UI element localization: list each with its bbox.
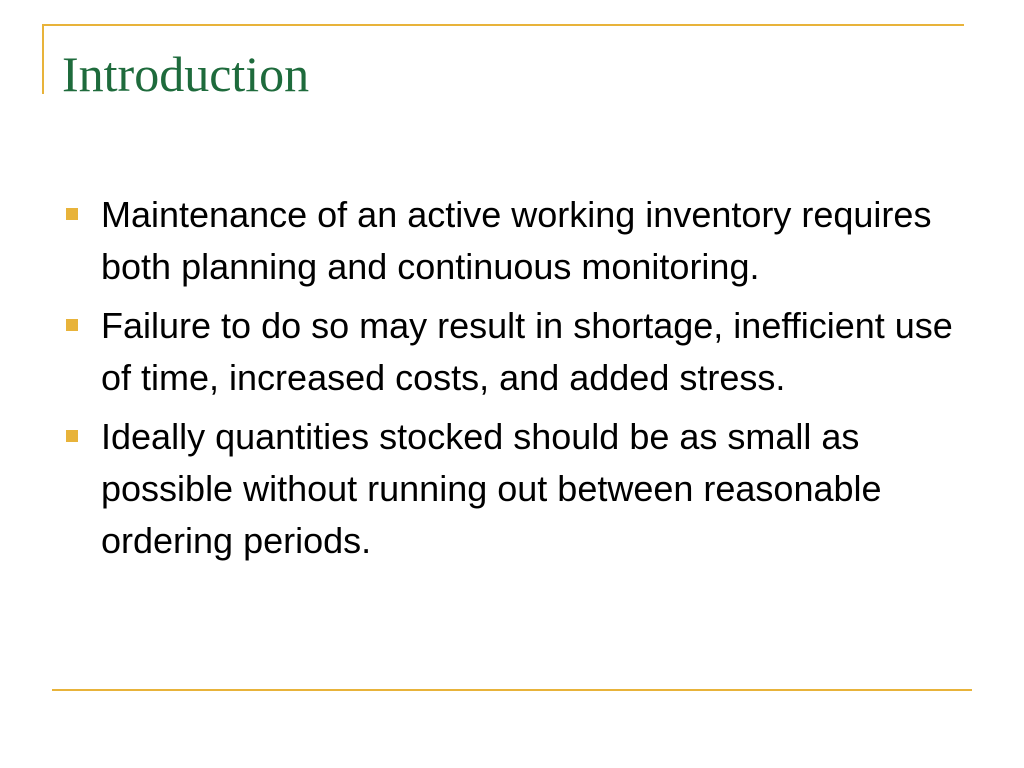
bullet-text: Ideally quantities stocked should be as small as possible without running out between reasonable ordering periods. [101,416,882,561]
bullet-text: Failure to do so may result in shortage, inefficient use of time, increased costs, and added stress. [101,305,953,398]
slide-title: Introduction [62,46,310,102]
frame-bottom-rule [52,689,972,691]
bullet-item [62,411,962,567]
bullet-item [62,300,962,404]
square-bullet-icon [66,319,78,331]
frame-left-rule [42,24,44,94]
square-bullet-icon [66,430,78,442]
frame-top-rule [42,24,964,26]
square-bullet-icon [66,208,78,220]
bullet-text: Maintenance of an active working inventory requires both planning and continuous monitoring. [101,194,932,287]
bullet-item [62,189,962,293]
bullet-list [62,189,962,574]
